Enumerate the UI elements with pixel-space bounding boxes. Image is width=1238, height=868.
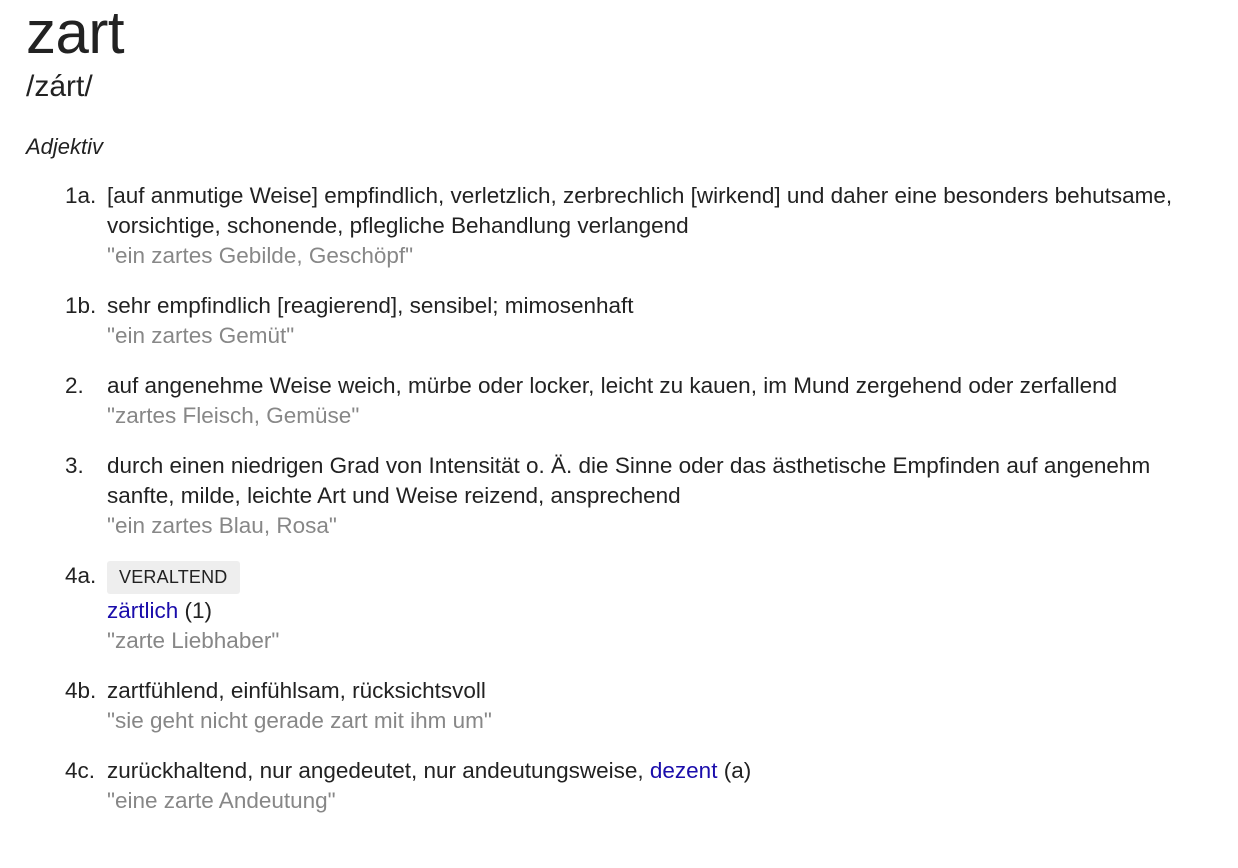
sense-number: 1a. <box>65 183 97 208</box>
sense-body <box>107 561 1207 656</box>
sense-number: 4b. <box>65 678 97 703</box>
sense-example: "ein zartes Blau, Rosa" <box>107 513 337 538</box>
sense-body <box>107 291 1207 351</box>
sense-example: "zarte Liebhaber" <box>107 628 280 653</box>
register-tag: VERALTEND <box>107 561 240 594</box>
link-suffix: (a) <box>717 758 752 783</box>
sense-number: 4c. <box>65 758 96 783</box>
sense-example: "ein zartes Gebilde, Geschöpf" <box>107 243 414 268</box>
sense-number: 2. <box>65 373 84 398</box>
sense-definition: durch einen niedrigen Grad von Intensität o. Ä. die Sinne oder das ästhetische Empfinden auf angenehm sanfte, milde, leichte Art und Weise reizend, ansprechend <box>107 453 1151 508</box>
sense-1a <box>65 181 1226 271</box>
sense-example: "sie geht nicht gerade zart mit ihm um" <box>107 708 492 733</box>
cross-reference-link[interactable]: dezent <box>649 758 718 783</box>
part-of-speech: Adjektiv <box>26 134 104 159</box>
sense-body <box>107 181 1207 271</box>
sense-number: 4a. <box>65 563 97 588</box>
sense-4c <box>65 756 1226 816</box>
link-suffix: (1) <box>178 598 213 623</box>
sense-definition: auf angenehme Weise weich, mürbe oder locker, leicht zu kauen, im Mund zergehend oder zerfallend <box>107 373 1118 398</box>
sense-definition <box>107 596 1207 626</box>
sense-definition: sehr empfindlich [reagierend], sensibel; mimosenhaft <box>107 293 634 318</box>
sense-number: 3. <box>65 453 84 478</box>
definition-prefix: zurückhaltend, nur angedeutet, nur andeutungsweise, <box>107 758 650 783</box>
phonetic-spelling: /zárt/ <box>26 70 93 103</box>
sense-definition: [auf anmutige Weise] empfindlich, verletzlich, zerbrechlich [wirkend] und daher eine besonders behutsame, vorsichtige, schonende, pflegliche Behandlung verlangend <box>107 183 1173 238</box>
sense-definition: zartfühlend, einfühlsam, rücksichtsvoll <box>107 678 486 703</box>
sense-1b <box>65 291 1226 351</box>
sense-3 <box>65 451 1226 541</box>
cross-reference-link[interactable]: zärtlich <box>107 598 179 623</box>
sense-4a <box>65 561 1226 656</box>
headword: zart <box>26 0 125 66</box>
sense-body <box>107 371 1207 431</box>
dictionary-entry <box>26 0 1226 836</box>
sense-number: 1b. <box>65 293 97 318</box>
sense-body <box>107 756 1207 816</box>
sense-example: "ein zartes Gemüt" <box>107 323 295 348</box>
sense-body <box>107 451 1207 541</box>
sense-example: "zartes Fleisch, Gemüse" <box>107 403 360 428</box>
sense-list <box>65 181 1226 816</box>
sense-example: "eine zarte Andeutung" <box>107 788 336 813</box>
sense-definition <box>107 756 1207 786</box>
sense-body <box>107 676 1207 736</box>
sense-4b <box>65 676 1226 736</box>
sense-2 <box>65 371 1226 431</box>
